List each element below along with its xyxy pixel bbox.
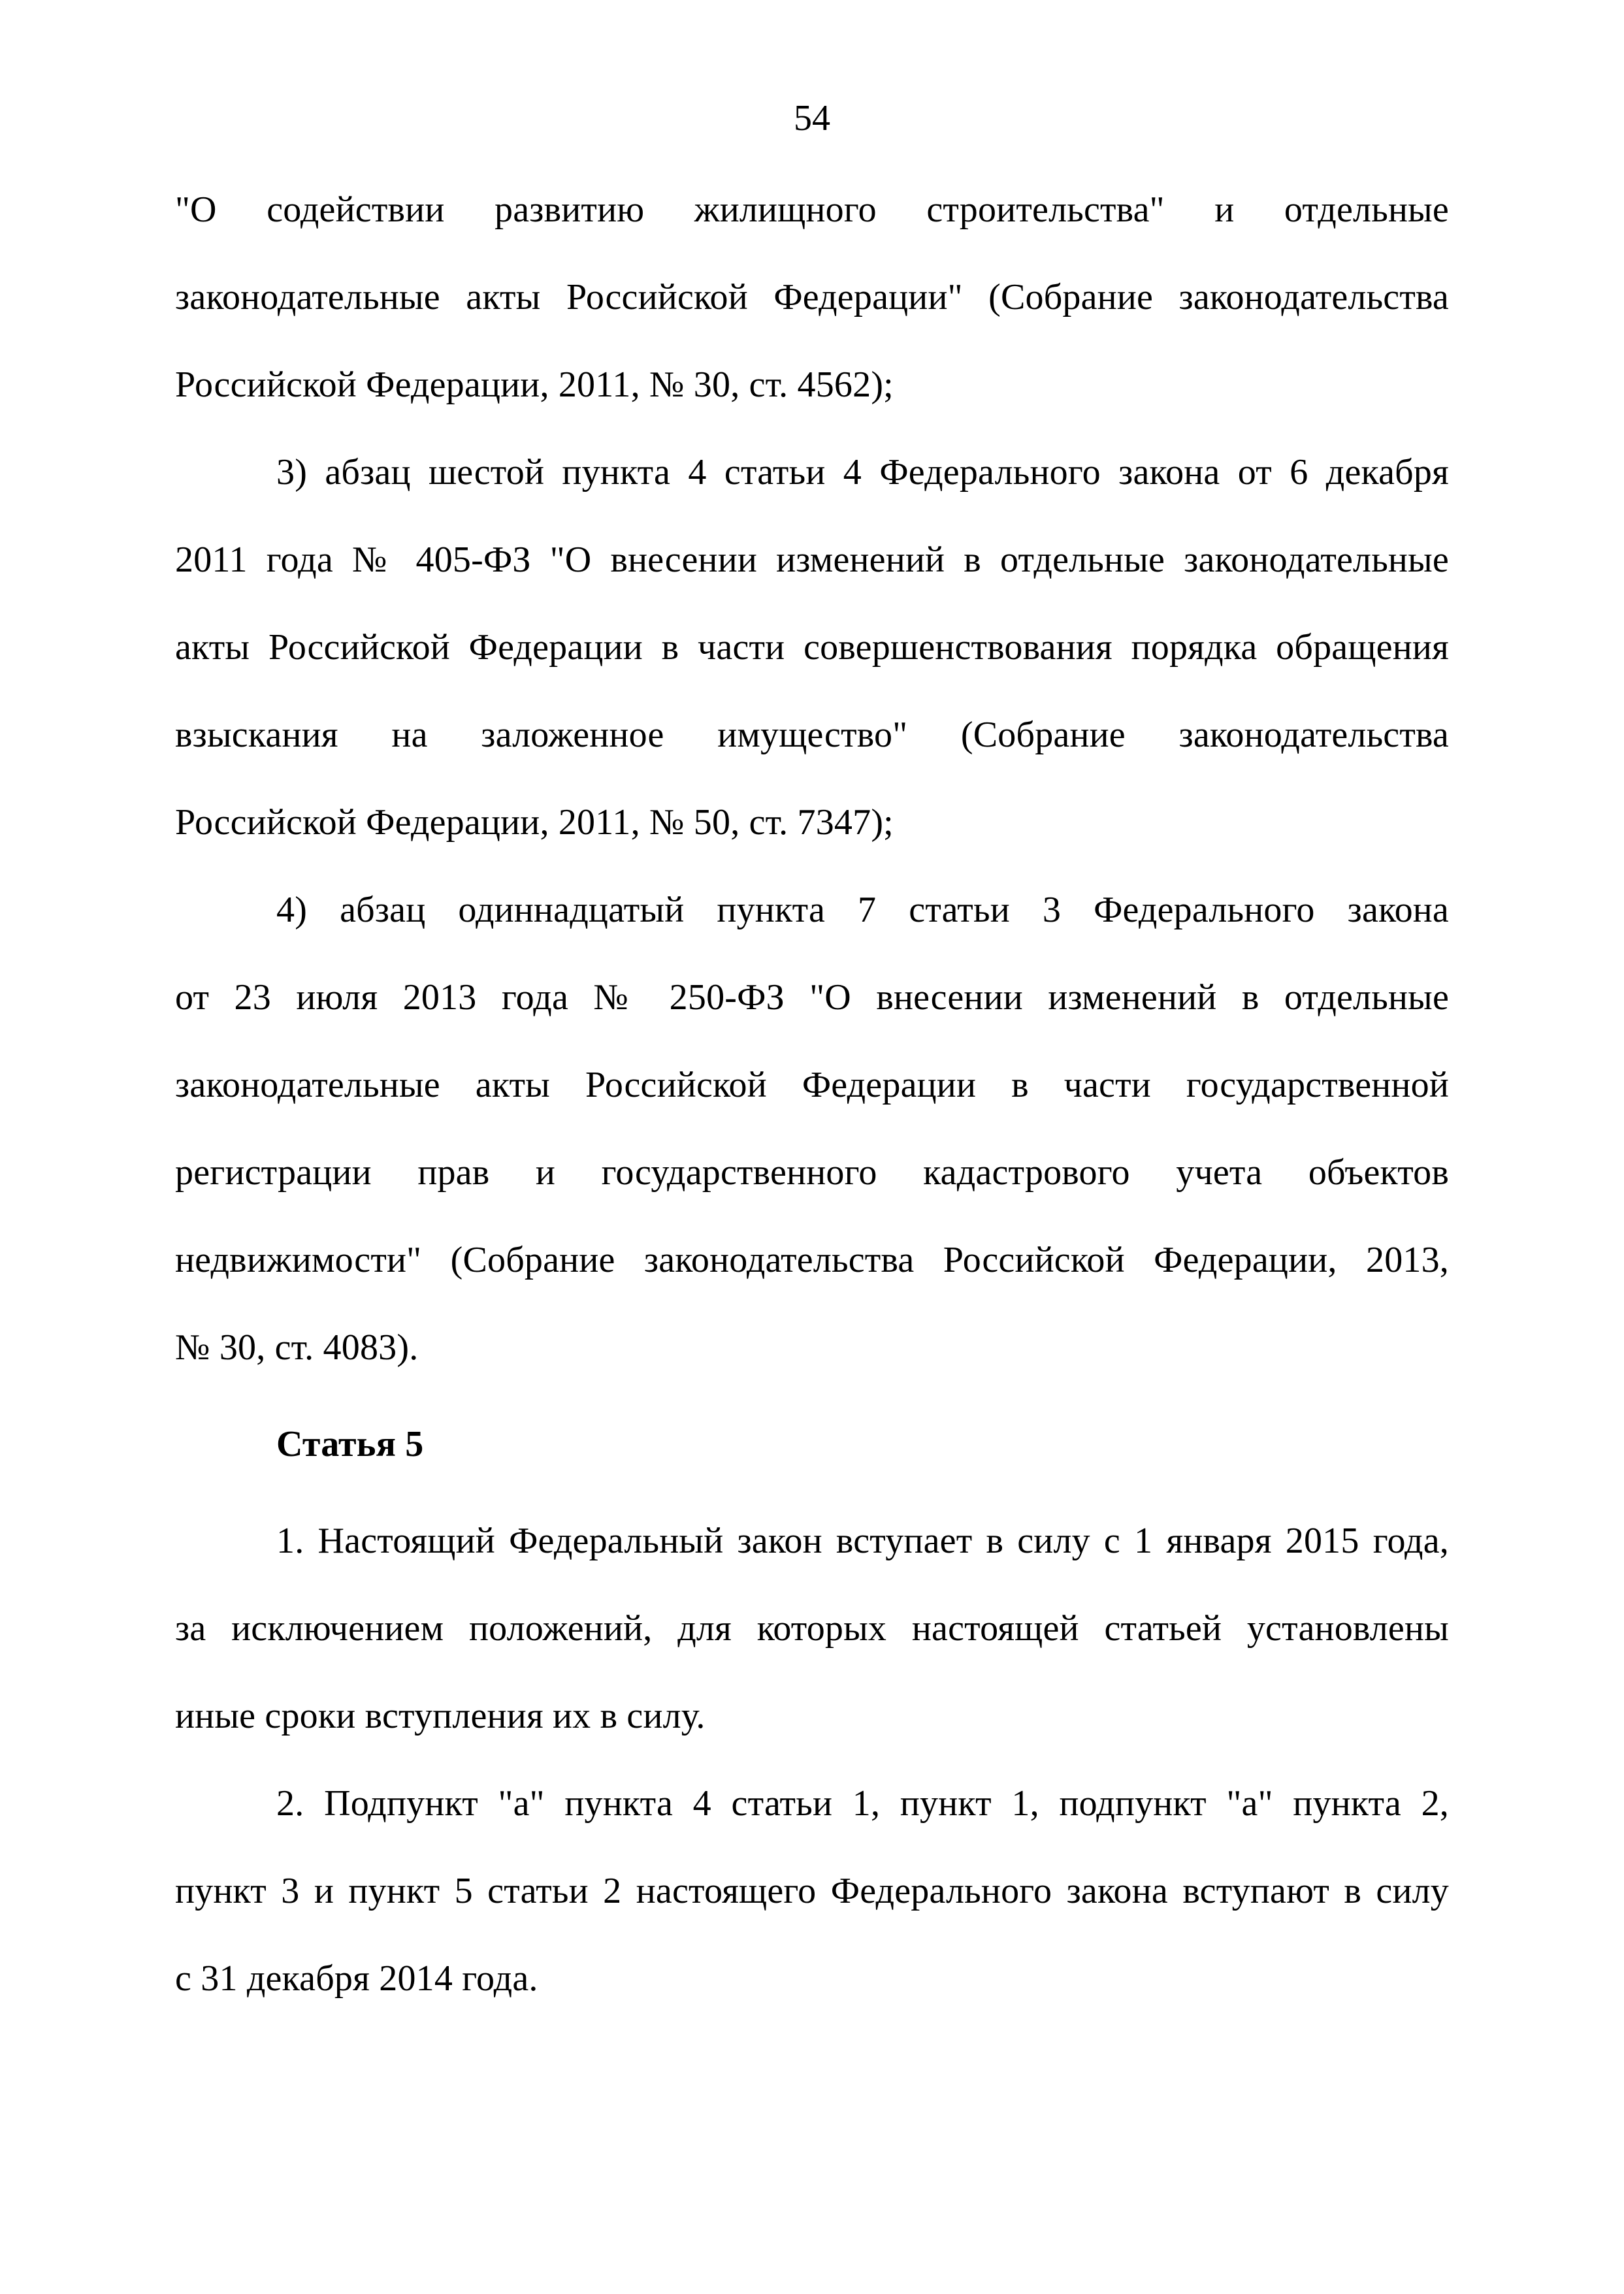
text-line: 2011 года № 405-ФЗ "О внесении изменений в отдельные законодательные: [175, 540, 1449, 580]
text-line: недвижимости" (Собрание законодательства Российской Федерации, 2013,: [175, 1240, 1449, 1280]
text-line: регистрации прав и государственного кадастрового учета объектов: [175, 1152, 1449, 1193]
page-number: 54: [794, 98, 830, 138]
text-line: 3) абзац шестой пункта 4 статьи 4 Федерального закона от 6 декабря: [276, 452, 1449, 493]
text-line: 4) абзац одиннадцатый пункта 7 статьи 3 Федерального закона: [276, 890, 1449, 930]
text-line: с 31 декабря 2014 года.: [175, 1958, 538, 1999]
text-line: 2. Подпункт "а" пункта 4 статьи 1, пункт 1, подпункт "а" пункта 2,: [276, 1783, 1449, 1824]
text-line: 1. Настоящий Федеральный закон вступает в силу с 1 января 2015 года,: [276, 1521, 1449, 1561]
text-line: законодательные акты Российской Федерации в части государственной: [175, 1065, 1449, 1105]
article-heading: Статья 5: [276, 1424, 424, 1464]
text-line: "О содействии развитию жилищного строительства" и отдельные: [175, 189, 1449, 230]
text-line: иные сроки вступления их в силу.: [175, 1696, 706, 1736]
text-column: [175, 74, 1449, 2022]
text-line: акты Российской Федерации в части совершенствования порядка обращения: [175, 627, 1449, 668]
text-line: пункт 3 и пункт 5 статьи 2 настоящего Федерального закона вступают в силу: [175, 1871, 1449, 1911]
text-line: № 30, ст. 4083).: [175, 1327, 419, 1368]
text-line: Российской Федерации, 2011, № 30, ст. 4562);: [175, 364, 894, 405]
text-line: законодательные акты Российской Федерации" (Собрание законодательства: [175, 277, 1449, 317]
text-line: взыскания на заложенное имущество" (Собрание законодательства: [175, 715, 1449, 755]
document-body: [175, 166, 1449, 2022]
text-line: Российской Федерации, 2011, № 50, ст. 7347);: [175, 802, 894, 843]
text-line: за исключением положений, для которых настоящей статьей установлены: [175, 1608, 1449, 1649]
text-line: от 23 июля 2013 года № 250-ФЗ "О внесении изменений в отдельные: [175, 977, 1449, 1018]
